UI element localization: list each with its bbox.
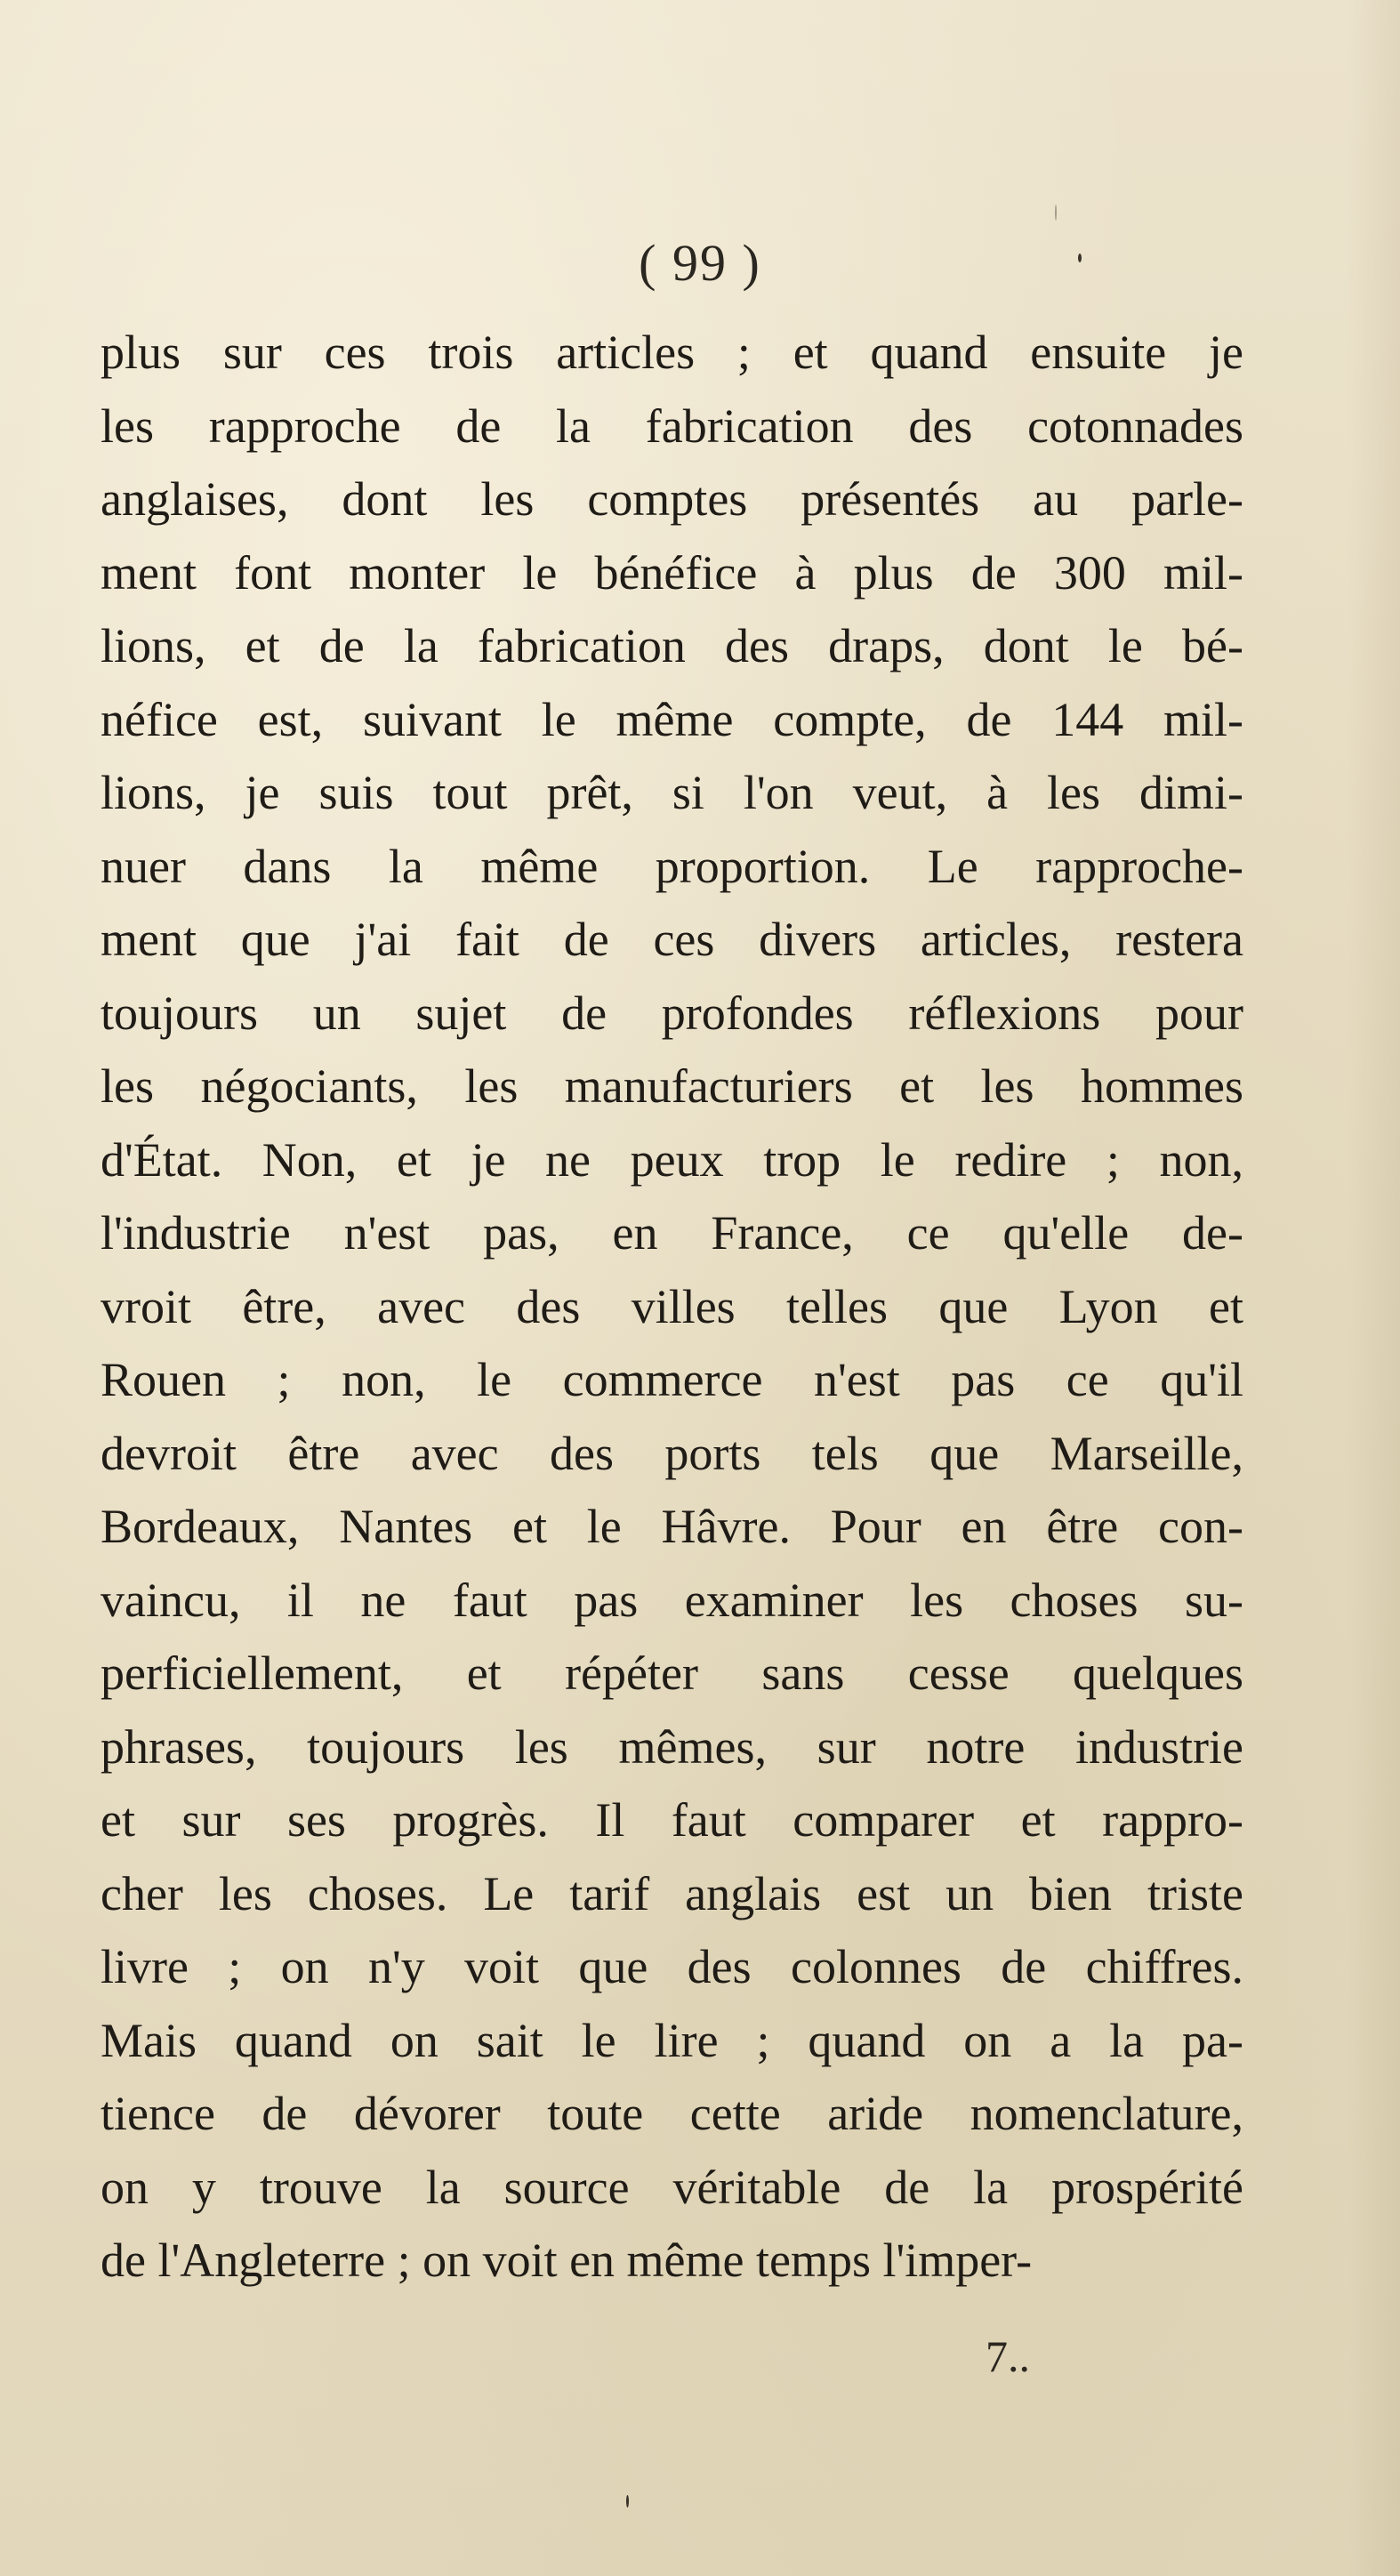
text-line: Rouen ; non, le commerce n'est pas ce qu'il	[101, 1353, 1243, 1406]
text-line: livre ; on n'y voit que des colonnes de chiffres.	[101, 1940, 1243, 1993]
page-number: ( 99 )	[639, 234, 761, 292]
paper-speck	[1055, 205, 1057, 221]
text-line: on y trouve la source véritable de la prospérité	[101, 2160, 1243, 2214]
text-line: et sur ses progrès. Il faut comparer et rappro-	[101, 1793, 1243, 1847]
text-line: vroit être, avec des villes telles que Lyon et	[101, 1279, 1243, 1333]
text-line: nuer dans la même proportion. Le rapproche-	[101, 839, 1243, 893]
text-line: devroit être avec des ports tels que Marseille,	[101, 1426, 1243, 1480]
text-line: ment font monter le bénéfice à plus de 300 mil-	[101, 545, 1243, 600]
text-line: lions, je suis tout prêt, si l'on veut, à les dimi-	[101, 766, 1243, 819]
text-line: Bordeaux, Nantes et le Hâvre. Pour en être con-	[101, 1500, 1243, 1553]
text-line: tience de dévorer toute cette aride nomenclature,	[101, 2087, 1243, 2140]
text-line: l'industrie n'est pas, en France, ce qu'elle de-	[101, 1206, 1243, 1260]
text-line: Mais quand on sait le lire ; quand on a la pa-	[101, 2013, 1243, 2067]
text-line: les négociants, les manufacturiers et les hommes	[101, 1059, 1243, 1113]
text-line: vaincu, il ne faut pas examiner les choses su-	[101, 1573, 1243, 1627]
text-line: cher les choses. Le tarif anglais est un bien triste	[101, 1866, 1243, 1920]
text-line: plus sur ces trois articles ; et quand ensuite je	[101, 326, 1243, 379]
text-line: les rapproche de la fabrication des cotonnades	[101, 398, 1243, 453]
paper-speck	[1078, 254, 1082, 262]
text-line: d'État. Non, et je ne peux trop le redire ; non,	[101, 1132, 1243, 1187]
text-line: de l'Angleterre ; on voit en même temps l'imper-	[101, 2234, 1033, 2287]
body-text	[101, 316, 1243, 2298]
text-line: lions, et de la fabrication des draps, dont le bé-	[101, 619, 1243, 672]
text-line: néfice est, suivant le même compte, de 144 mil-	[101, 692, 1243, 746]
text-line: anglaises, dont les comptes présentés au parle-	[101, 472, 1243, 526]
page-edge-shadow	[1347, 0, 1400, 2576]
signature-mark: 7..	[986, 2331, 1030, 2381]
paper-speck	[626, 2495, 629, 2508]
text-line: toujours un sujet de profondes réflexions pour	[101, 986, 1243, 1040]
text-line: ment que j'ai fait de ces divers articles, restera	[101, 913, 1243, 966]
text-line: perficiellement, et répéter sans cesse quelques	[101, 1646, 1243, 1700]
text-line: phrases, toujours les mêmes, sur notre industrie	[101, 1719, 1243, 1774]
